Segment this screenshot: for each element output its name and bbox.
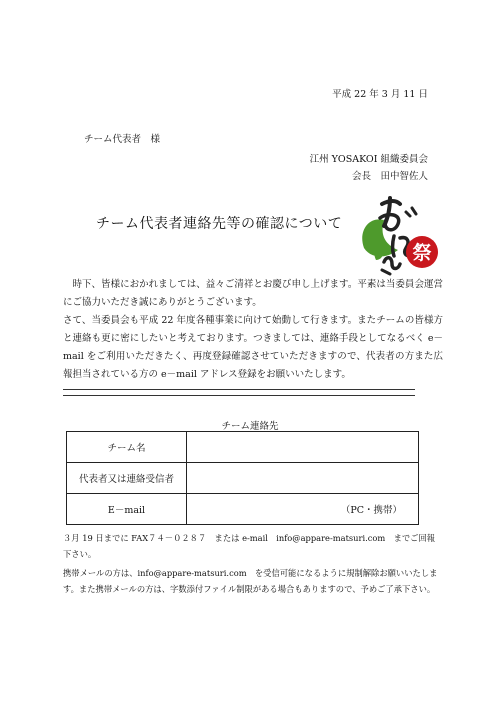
representative-field[interactable]: [187, 463, 419, 494]
appare-matsuri-logo: [354, 190, 442, 282]
note-reply-deadline: ３月 19 日までに FAX７４－０２８７ または e-mail info@appare-matsuri.com までご回報下さい。: [63, 533, 436, 559]
body-paragraph-2: さて、当委員会も平成 22 年度各種事業に向けて始動して行きます。またチームの皆様方と連絡も更に密にしたいと考えております。つきましては、連絡手段としてなるべく e－mail をご利用いただきたく、再度登録確認させていただきますので、代表者の方また広報担当されている方の e－mail アドレス登録をお願いいたします。: [63, 315, 443, 380]
email-label: E－mail: [67, 494, 187, 525]
note-mobile-mail: 携帯メールの方は、info@appare-matsuri.com を受信可能になるように規制解除お願いいたします。また携帯メールの方は、字数添付ファイル制限がある場合もありますので、予めご了承下さい。: [63, 568, 438, 594]
addressee: チーム代表者 様: [84, 134, 161, 145]
contact-table: [66, 431, 419, 525]
representative-label: 代表者又は連絡受信者: [67, 463, 187, 494]
document-date: 平成 22 年 3 月 11 日: [332, 89, 428, 100]
svg-text:祭: 祭: [412, 242, 432, 264]
document-title: チーム代表者連絡先等の確認について: [96, 216, 343, 232]
separator-line: [63, 389, 415, 396]
email-field[interactable]: （PC・携帯）: [187, 494, 419, 525]
contact-table-title: チーム連絡先: [221, 421, 279, 432]
team-name-label: チーム名: [67, 432, 187, 463]
body-paragraph-1: 時下、皆様におかれましては、益々ご清祥とお慶び申し上げます。平素は当委員会運営にご協力いただき誠にありがとうございます。: [63, 279, 443, 308]
body-text: [63, 276, 443, 384]
table-row: [67, 494, 419, 525]
sender-name: 会長 田中智佐人: [351, 171, 428, 182]
table-row: [67, 463, 419, 494]
notes: [63, 530, 443, 600]
team-name-field[interactable]: [187, 432, 419, 463]
sender-block: [310, 151, 428, 185]
table-row: [67, 432, 419, 463]
organization-name: 江州 YOSAKOI 組織委員会: [309, 154, 428, 165]
